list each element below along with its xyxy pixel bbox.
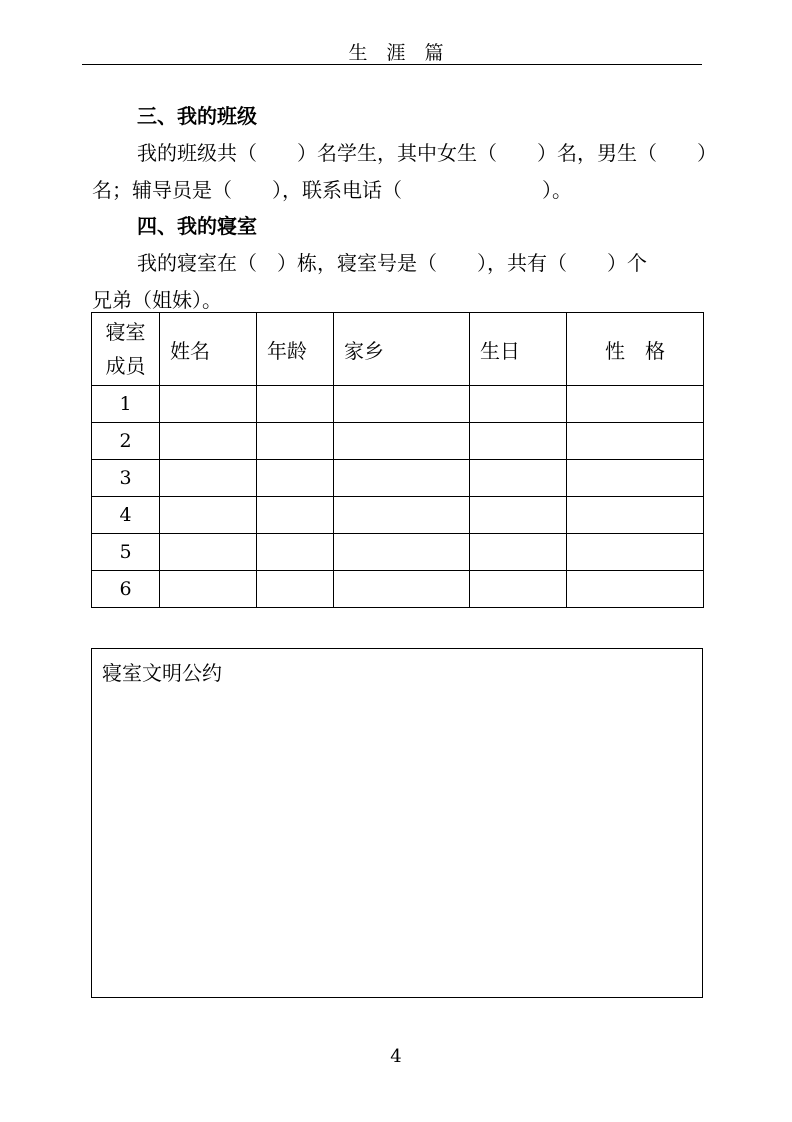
dorm-info-line-2: 兄弟（姐妹）。 [92,288,222,312]
table-row [92,386,704,423]
page-header-title: 生 涯 篇 [348,42,444,64]
name-cell[interactable] [160,460,257,497]
personality-cell[interactable] [567,460,704,497]
table-row [92,423,704,460]
hometown-cell[interactable] [334,497,470,534]
hometown-cell[interactable] [334,423,470,460]
personality-cell[interactable] [567,534,704,571]
birthday-cell[interactable] [470,423,567,460]
section-class-heading: 三、我的班级 [137,104,257,128]
hometown-cell[interactable] [334,571,470,608]
table-row [92,497,704,534]
age-cell[interactable] [257,534,334,571]
class-info-line-1: 我的班级共（ ）名学生，其中女生（ ）名，男生（ ） [137,141,717,165]
header-age: 年龄 [257,313,334,386]
personality-cell[interactable] [567,423,704,460]
header-divider [82,64,702,65]
row-number: 6 [92,571,160,608]
birthday-cell[interactable] [470,386,567,423]
header-dorm-member-line-1: 寝室 [105,320,146,344]
name-cell[interactable] [160,571,257,608]
dorm-info-line-1: 我的寝室在（ ）栋，寝室号是（ ），共有（ ）个 [137,251,647,275]
age-cell[interactable] [257,460,334,497]
hometown-cell[interactable] [334,460,470,497]
age-cell[interactable] [257,386,334,423]
name-cell[interactable] [160,534,257,571]
table-row [92,534,704,571]
age-cell[interactable] [257,571,334,608]
birthday-cell[interactable] [470,497,567,534]
table-header-row [92,313,704,386]
row-number: 4 [92,497,160,534]
header-dorm-member [92,313,160,386]
header-hometown: 家乡 [334,313,470,386]
class-info-line-2: 名；辅导员是（ ），联系电话（ ）。 [92,178,572,202]
page-number: 4 [390,1046,402,1067]
birthday-cell[interactable] [470,571,567,608]
table-row [92,571,704,608]
header-birthday: 生日 [470,313,567,386]
section-dorm-heading: 四、我的寝室 [137,214,257,238]
hometown-cell[interactable] [334,534,470,571]
name-cell[interactable] [160,386,257,423]
dorm-convention-box[interactable] [91,648,703,998]
personality-cell[interactable] [567,386,704,423]
row-number: 2 [92,423,160,460]
header-personality: 性 格 [567,313,704,386]
table-row [92,460,704,497]
header-dorm-member-line-2: 成员 [105,354,146,378]
age-cell[interactable] [257,497,334,534]
row-number: 3 [92,460,160,497]
hometown-cell[interactable] [334,386,470,423]
birthday-cell[interactable] [470,534,567,571]
dorm-convention-label: 寝室文明公约 [102,661,222,685]
row-number: 1 [92,386,160,423]
birthday-cell[interactable] [470,460,567,497]
age-cell[interactable] [257,423,334,460]
header-name: 姓名 [160,313,257,386]
dorm-members-table [91,312,704,608]
name-cell[interactable] [160,423,257,460]
personality-cell[interactable] [567,571,704,608]
personality-cell[interactable] [567,497,704,534]
row-number: 5 [92,534,160,571]
name-cell[interactable] [160,497,257,534]
